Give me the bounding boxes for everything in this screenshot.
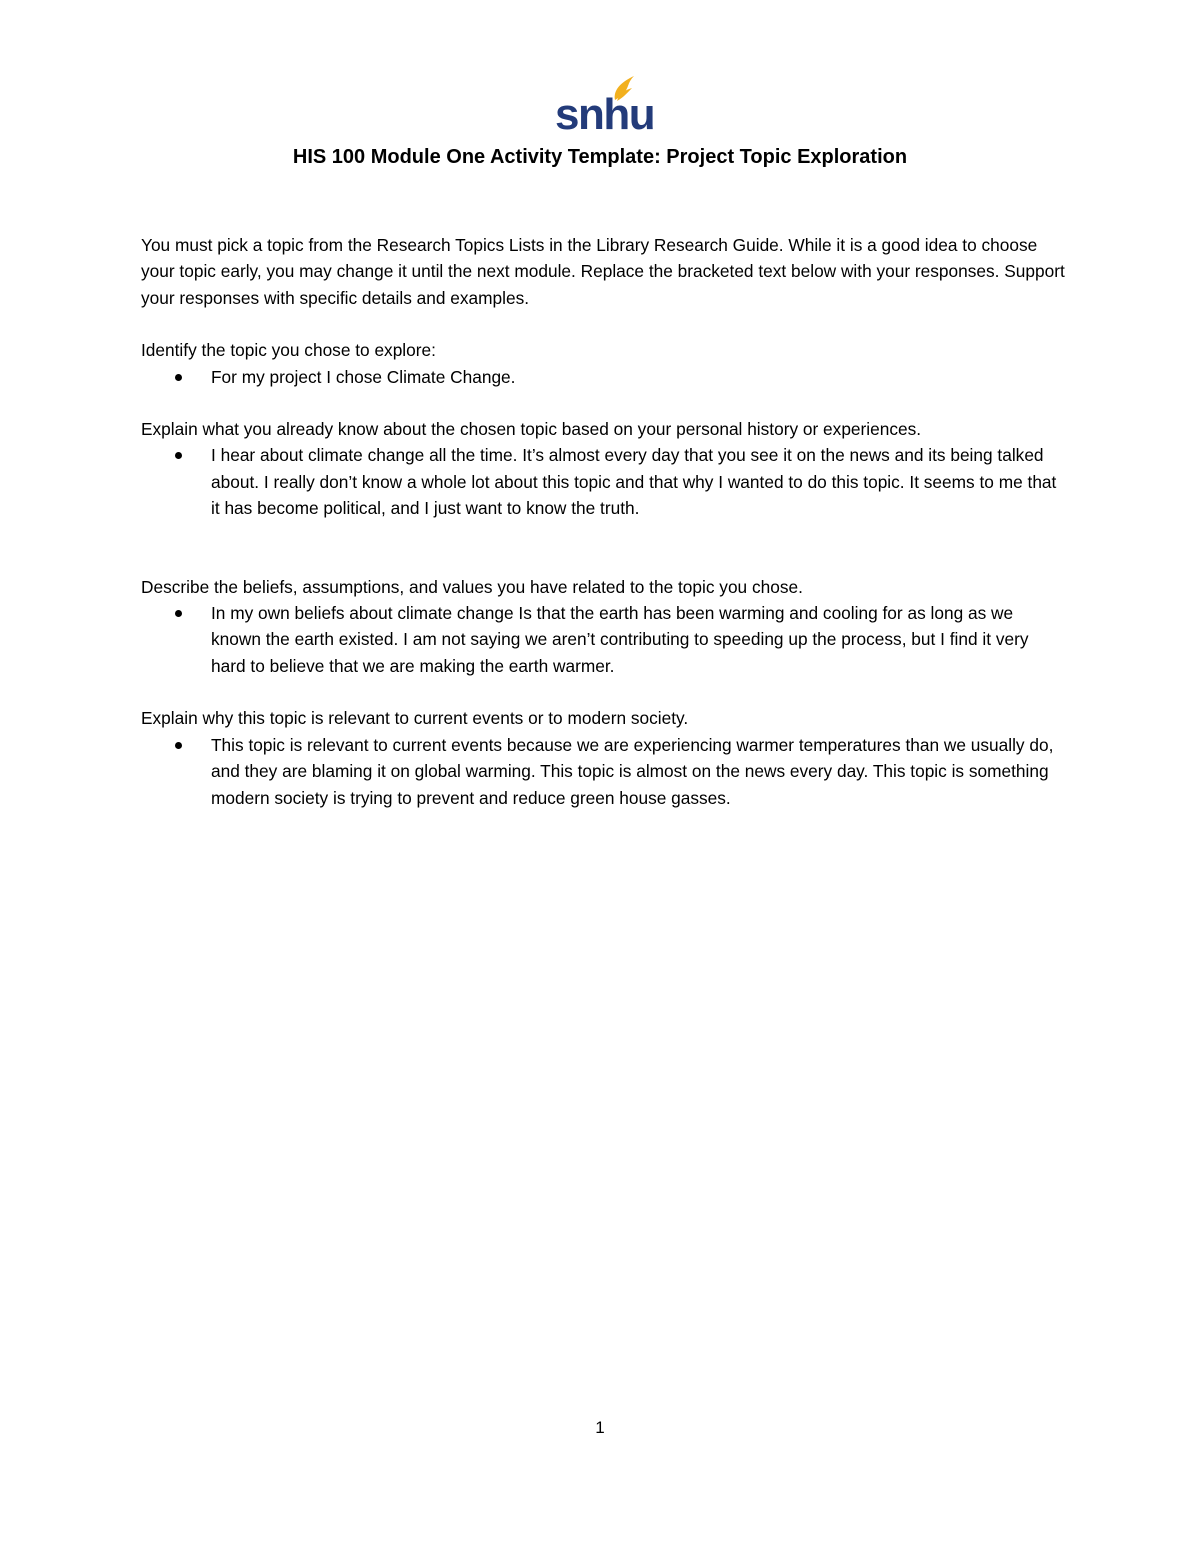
bullet-icon [175,742,182,749]
snhu-logo [555,72,655,139]
response-list [141,732,1066,811]
document-body [141,232,1066,837]
response-list [141,364,1066,390]
response-list [141,442,1066,521]
response-list [141,600,1066,679]
logo-text: snhu [555,90,655,139]
response-item [141,442,1066,521]
bullet-icon [175,374,182,381]
page-number: 1 [595,1418,605,1437]
section-topic [141,337,1066,390]
intro-paragraph: You must pick a topic from the Research Topics Lists in the Library Research Guide. While it is a good idea to choose your topic early, you may change it until the next module. Replace the bracketed text below with your responses. Support your responses with specific details and examples. [141,235,1065,308]
response-item [141,732,1066,811]
section-prompt: Identify the topic you chose to explore: [141,340,436,361]
response-item [141,600,1066,679]
response-item [141,364,1066,390]
response-text: This topic is relevant to current events because we are experiencing warmer temperatures than we usually do, and they are blaming it on global warming. This topic is almost on the news every day. This topic is something modern society is trying to prevent and reduce green house gasses. [211,734,1054,808]
response-text: I hear about climate change all the time. It’s almost every day that you see it on the news and its being talked about. I really don’t know a whole lot about this topic and that why I wanted to do this topic. It seems to me that it has become political, and I just want to know the truth. [211,445,1057,519]
bullet-icon [175,610,182,617]
section-beliefs [141,574,1066,680]
section-prompt: Describe the beliefs, assumptions, and values you have related to the topic you chose. [141,576,803,597]
section-relevance [141,705,1066,811]
bullet-icon [175,452,182,459]
section-knowledge [141,416,1066,522]
section-prompt: Explain why this topic is relevant to current events or to modern society. [141,708,689,729]
document-title: HIS 100 Module One Activity Template: Project Topic Exploration [292,146,908,168]
response-text: In my own beliefs about climate change Is that the earth has been warming and cooling for as long as we known the earth existed. I am not saying we aren’t contributing to speeding up the process, but I find it very hard to believe that we are making the earth warmer. [211,603,1029,676]
snhu-logo-graphic [555,72,655,139]
response-text: For my project I chose Climate Change. [211,366,516,387]
section-prompt: Explain what you already know about the chosen topic based on your personal history or experiences. [141,419,922,440]
